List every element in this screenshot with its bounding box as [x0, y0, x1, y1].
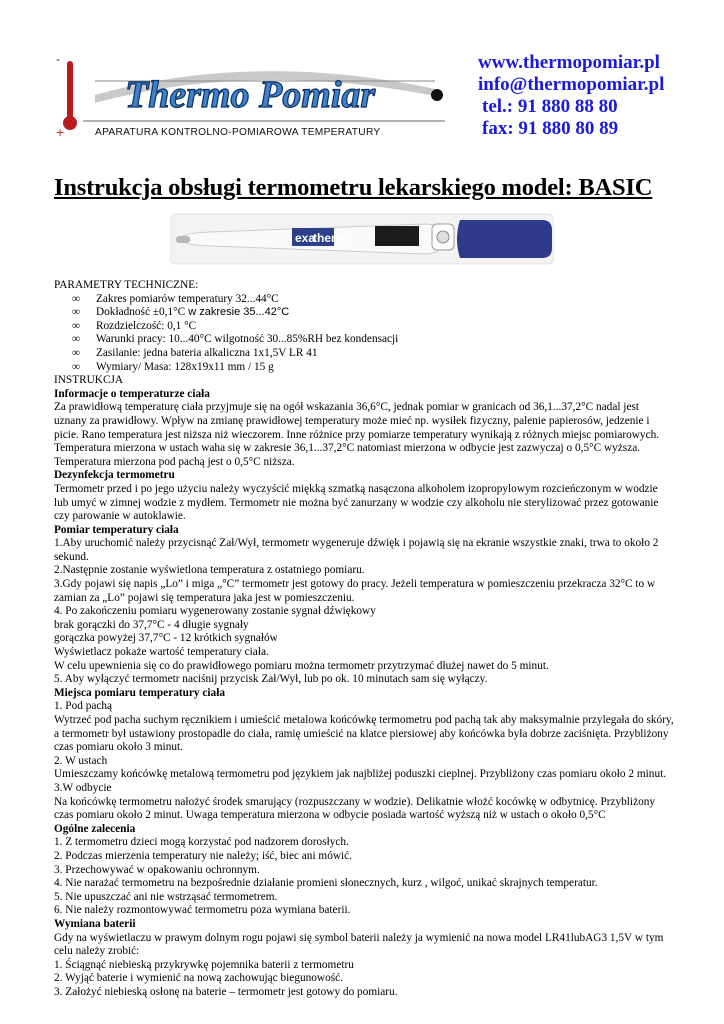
text-line: Wyświetlacz pokaże wartość temperatury ciała. — [54, 646, 269, 659]
params-heading: PARAMETRY TECHNICZNE: — [54, 279, 199, 291]
text-line: Umieszczamy końcówkę metalową termometru pod językiem jak najbliżej poduszki cieplnej. Przybliżony czas pomiaru około 2 minut. — [54, 768, 667, 781]
text-line: 2. Wyjąć baterie i wymienić na nową zachowując biegunowość. — [54, 972, 343, 985]
section-title: Informacje o temperaturze ciała — [54, 387, 210, 400]
text-line: 1. Pod pachą — [54, 700, 113, 713]
section-title: Miejsca pomiaru temperatury ciała — [54, 686, 225, 699]
svg-text:+: + — [56, 124, 65, 140]
section-title: Ogólne zalecenia — [54, 822, 136, 835]
contact-block — [478, 52, 664, 140]
infinity-bullet-icon: ∞ — [72, 292, 81, 305]
phone-number: tel.: 91 880 88 80 — [482, 96, 618, 117]
text-line: 4. Nie narażać termometru na bezpośrednie działanie promieni słonecznych, kurz , wilgoć, unikać skrajnych temperatur. — [54, 877, 598, 890]
text-line: Gdy na wyświetlaczu w prawym dolnym rogu pojawi się symbol baterii należy ja wymienić na nowa model LR41lubAG3 1,5V w tym celu należy zrobić: — [54, 931, 664, 958]
svg-text:exa: exa — [295, 231, 316, 245]
section-title: Wymiana baterii — [54, 917, 136, 930]
text-line: Na końcówkę termometru nałożyć środek smarujący (rozpuszczany w wodzie). Delikatnie włożć kocówkę w odbytnicę. Przybliżony czas pomiaru około 2 minut. Uwaga temperatura mierzona w odbycie posiada wartość wyższą niż w ustach o około 0,5°C — [54, 795, 656, 822]
text-line: 2.Następnie zostanie wyświetlona temperatura z ostatniego pomiaru. — [54, 564, 365, 577]
text-line: 3. Przechowywać w opakowaniu ochronnym. — [54, 863, 260, 876]
text-line: W celu upewnienia się co do prawidłowego pomiaru można termometr przytrzymać dłużej nawet do 5 minut. — [54, 659, 549, 672]
text-line: 1. Z termometru dzieci mogą korzystać pod nadzorem dorosłych. — [54, 836, 349, 849]
infinity-bullet-icon: ∞ — [72, 306, 81, 319]
thermometer-image — [170, 212, 554, 266]
svg-text:-: - — [56, 55, 60, 66]
text-line: 1. Ściągnąć niebieską przykrywkę pojemnika baterii z termometru — [54, 958, 354, 971]
infinity-bullet-icon: ∞ — [72, 360, 81, 373]
letterhead — [0, 0, 724, 160]
section-title: Dezynfekcja termometru — [54, 469, 175, 482]
text-line: 3.W odbycie — [54, 781, 112, 794]
text-line: 1.Aby uruchomić należy przycisnąć Zał/Wył, termometr wygeneruje dźwięk i pojawią się na ekranie wszystkie znaki, trwa to około 2 sekund. — [54, 537, 659, 563]
infinity-bullet-icon: ∞ — [72, 346, 81, 359]
text-line: Wytrzeć pod pacha suchym ręcznikiem i umieścić metalowa końcówkę termometru pod pachą tak aby maksymalnie przylegała do skóry, a termometr był ustawiony prostopadle do ciała, ramię umieścić na klatce piersiowej aby końcówka była dobrze zaciśnięta. Przybliżony czas pomiaru około 3 minut. — [54, 714, 674, 754]
text-line: 5. Aby wyłączyć termometr naciśnij przycisk Zał/Wył, lub po ok. 10 minutach sam się wyłączy. — [54, 673, 488, 686]
text-line: 3. Założyć niebieską osłonę na baterie – termometr jest gotowy do pomiaru. — [54, 985, 398, 998]
param-item: ∞ Wymiary/ Masa: 128x19x11 mm / 15 g — [72, 360, 274, 373]
param-item: ∞ Zakres pomiarów temperatury 32...44°C — [72, 292, 279, 305]
svg-text:therm: therm — [313, 231, 347, 245]
param-item: ∞ Rozdzielczość: 0,1 °C — [72, 319, 197, 332]
text-line: 4. Po zakończeniu pomiaru wygenerowany zostanie sygnał dźwiękowy — [54, 605, 376, 618]
document-title: Instrukcja obsługi termometru lekarskiego model: BASIC — [54, 174, 653, 201]
text-line: brak gorączki do 37,7°C - 4 długie sygnały — [54, 618, 249, 631]
param-item: ∞ Zasilanie: jedna bateria alkaliczna 1x1,5V LR 41 — [72, 346, 318, 359]
section-title: Pomiar temperatury ciała — [54, 523, 179, 536]
text-line: gorączka powyżej 37,7°C - 12 krótkich sygnałów — [54, 632, 278, 645]
text-line: 6. Nie należy rozmontowywać termometru poza wymiana baterii. — [54, 904, 351, 917]
svg-text:Thermo Pomiar: Thermo Pomiar — [125, 74, 376, 116]
text-line: 5. Nie upuszczać ani nie wstrząsać termometrem. — [54, 890, 278, 903]
param-item: ∞ Dokładność ±0,1°C w zakresie 35...42°C — [72, 306, 290, 319]
text-line: 2. W ustach — [54, 754, 108, 767]
paragraph: Termometr przed i po jego użyciu należy wyczyścić miękką szmatką nasączona alkoholem izopropylowym rozcieńczonym w wodzie lub umyć w zimnej wodzie z mydłem. Termometr nie można być zanurzany w wodzie czy alkoholu nie sterylizować przez gotowanie czy parowanie w autoklawie. — [54, 482, 659, 523]
infinity-bullet-icon: ∞ — [72, 319, 81, 332]
text-line: 3.Gdy pojawi się napis „Lo” i miga „°C” termometr jest gotowy do pracy. Jeżeli temperatura w pomieszczeniu przekracza 32°C to w zamian za „Lo” pojawi się temperatura jaka jest w pomieszczeniu. — [54, 578, 656, 604]
param-item: ∞ Warunki pracy: 10...40°C wilgotność 30...85%RH bez kondensacji — [72, 333, 399, 346]
infinity-bullet-icon: ∞ — [72, 333, 81, 346]
paragraph: Za prawidłową temperaturę ciała przyjmuje się na ogół wskazania 36,6°C, jednak pomiar w granicach od 36,1...37,2°C nadal jest uznany za prawidłowy. Wpływ na zmianę prawidłowej temperatury może mieć np. wysiłek fizyczny, palenie papierosów, jedzenie i picie. Rano temperatura jest niższa niż wieczorem. Inne różnice przy pomiarze temperatury wynikają z różnych miejsc pomiarowych. Temperatura mierzona w ustach waha się w zakresie 36,1...37,2°C natomiast mierzona w odbycie jest zazwyczaj o 0,5°C wyższa. Temperatura mierzona pod pachą jest o 0,5°C niższa. — [54, 401, 660, 468]
fax-number: fax: 91 880 80 89 — [482, 118, 619, 139]
instruction-heading: INSTRUKCJA — [54, 374, 124, 387]
text-line: 2. Podczas mierzenia temperatury nie należy; iść, biec ani mówić. — [54, 849, 352, 862]
thermo-pomiar-logo — [55, 55, 455, 140]
document-body — [54, 279, 674, 999]
website-link[interactable]: www.thermopomiar.pl — [478, 52, 660, 73]
svg-text:APARATURA KONTROLNO-POMIAROWA: APARATURA KONTROLNO-POMIAROWA TEMPERATURY — [95, 127, 381, 138]
email-link[interactable]: info@thermopomiar.pl — [478, 74, 665, 95]
